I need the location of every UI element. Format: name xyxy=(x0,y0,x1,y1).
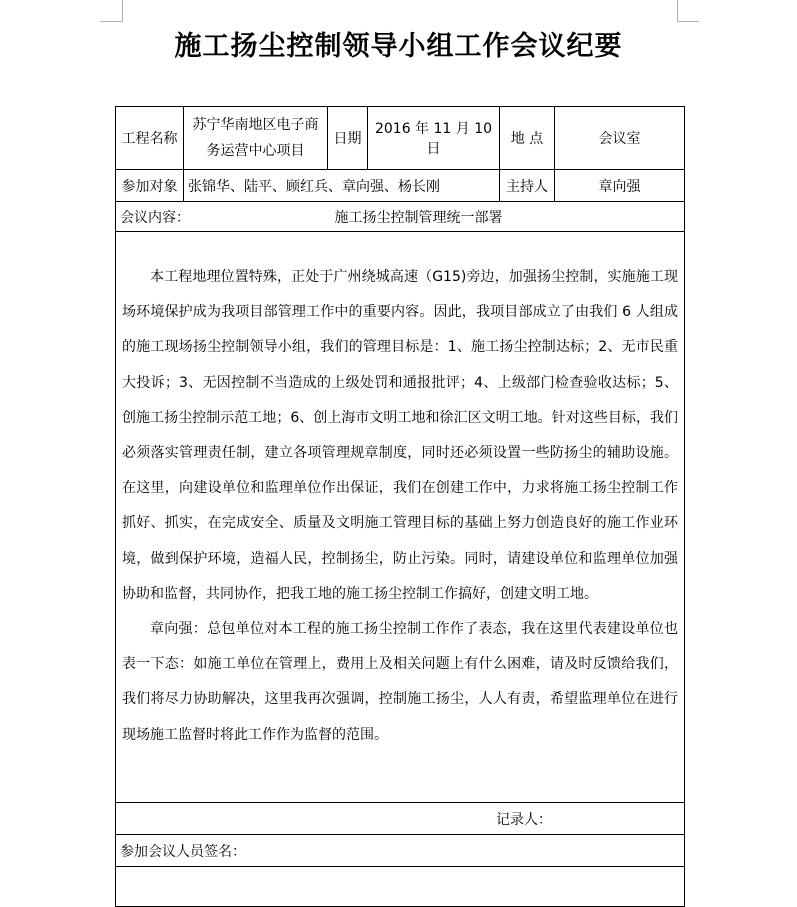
minutes-body[interactable] xyxy=(116,232,685,803)
host-label: 主持人 xyxy=(500,170,555,202)
signature-label[interactable]: 参加会议人员签名： xyxy=(116,835,685,867)
recorder-label[interactable]: 记录人： xyxy=(116,803,685,835)
signature-space[interactable] xyxy=(116,867,685,907)
row-content xyxy=(116,202,685,232)
minutes-table xyxy=(115,106,685,907)
place-label: 地 点 xyxy=(500,107,555,170)
content-cell xyxy=(116,202,685,232)
row-body xyxy=(116,232,685,803)
place-value[interactable]: 会议室 xyxy=(555,107,685,170)
crop-mark-top-left-h xyxy=(100,21,122,22)
date-value[interactable]: 2016 年 11 月 10 日 xyxy=(368,107,500,170)
project-value[interactable]: 苏宁华南地区电子商务运营中心项目 xyxy=(184,107,328,170)
row-signature-space xyxy=(116,867,685,907)
date-label: 日期 xyxy=(328,107,368,170)
row-signature xyxy=(116,835,685,867)
content-value[interactable]: 施工扬尘控制管理统一部署 xyxy=(334,209,503,226)
attendees-value[interactable]: 张锦华、陆平、顾红兵、章向强、杨长刚 xyxy=(184,170,500,202)
content-label: 会议内容： xyxy=(120,209,190,226)
row-attendees xyxy=(116,170,685,202)
crop-mark-top-right-h xyxy=(677,21,699,22)
row-project xyxy=(116,107,685,170)
project-label: 工程名称 xyxy=(116,107,184,170)
body-paragraph-1: 本工程地理位置特殊，正处于广州绕城高速（G15)旁边，加强扬尘控制，实施施工现场环境保护成为我项目部管理工作中的重要内容。因此，我项目部成立了由我们 6 人组成的施工现场扬尘控制领导小组，我们的管理目标是：1、施工扬尘控制达标；2、无市民重大投诉；3、无因控制不当造成的上级处罚和通报批评；4、上级部门检查验收达标；5、创施工扬尘控制示范工地；6、创上海市文明工地和徐汇区文明工地。针对这些目标，我们必须落实管理责任制，建立各项管理规章制度，同时还必须设置一些防扬尘的辅助设施。在这里，向建设单位和监理单位作出保证，我们在创建工作中，力求将施工扬尘控制工作抓好、抓实，在完成安全、质量及文明施工管理目标的基础上努力创造良好的施工作业环境，做到保护环境，造福人民，控制扬尘，防止污染。同时，请建设单位和监理单位加强协助和监督，共同协作，把我工地的施工扬尘控制工作搞好，创建文明工地。 xyxy=(122,269,678,602)
row-recorder xyxy=(116,803,685,835)
attendees-label: 参加对象 xyxy=(116,170,184,202)
crop-mark-top-left xyxy=(122,0,123,22)
host-value[interactable]: 章向强 xyxy=(555,170,685,202)
document-title: 施工扬尘控制领导小组工作会议纪要 xyxy=(174,31,623,62)
body-paragraph-2: 章向强：总包单位对本工程的施工扬尘控制工作作了表态，我在这里代表建设单位也表一下态：如施工单位在管理上，费用上及相关问题上有什么困难，请及时反馈给我们，我们将尽力协助解决，这里我再次强调，控制施工扬尘，人人有责，希望监理单位在进行现场施工监督时将此工作作为监督的范围。 xyxy=(122,621,678,743)
crop-mark-top-right xyxy=(677,0,678,22)
